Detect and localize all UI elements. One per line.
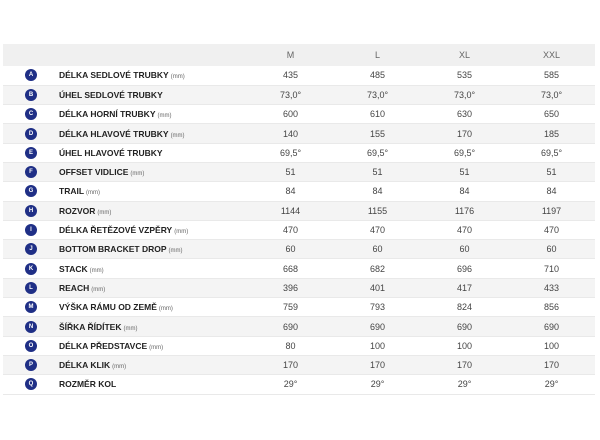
value-cell-xl: 51 [421, 162, 508, 181]
table-row [3, 278, 595, 297]
value-cell-xxl: 470 [508, 220, 595, 239]
row-key-badge: N [25, 321, 37, 333]
value-cell-m: 84 [247, 182, 334, 201]
value-cell-xl: 69,5° [421, 143, 508, 162]
row-key-cell [3, 182, 59, 201]
header-key [3, 44, 59, 66]
row-label: DÉLKA PŘEDSTAVCE [59, 340, 148, 351]
row-unit: (mm) [168, 248, 183, 255]
row-key-badge: D [25, 128, 37, 140]
row-label: DÉLKA HORNÍ TRUBKY [59, 109, 156, 120]
row-label: DÉLKA HLAVOVÉ TRUBKY [59, 128, 169, 139]
row-label: ROZMĚR KOL [59, 379, 117, 390]
row-unit: (mm) [170, 132, 185, 139]
value-cell-l: 485 [334, 66, 421, 85]
row-label-cell [59, 162, 247, 181]
row-unit: (mm) [123, 325, 138, 332]
table-row [3, 355, 595, 374]
row-key-badge: F [25, 166, 37, 178]
value-cell-xl: 1176 [421, 201, 508, 220]
value-cell-l: 170 [334, 355, 421, 374]
value-cell-m: 668 [247, 259, 334, 278]
row-key-cell [3, 355, 59, 374]
value-cell-l: 610 [334, 105, 421, 124]
row-key-cell [3, 162, 59, 181]
row-unit: (mm) [130, 171, 145, 178]
value-cell-xl: 84 [421, 182, 508, 201]
row-key-cell [3, 85, 59, 104]
header-label [59, 44, 247, 66]
value-cell-m: 73,0° [247, 85, 334, 104]
value-cell-m: 470 [247, 220, 334, 239]
geometry-table-container [3, 44, 595, 395]
value-cell-xl: 696 [421, 259, 508, 278]
row-key-badge: K [25, 263, 37, 275]
row-key-cell [3, 105, 59, 124]
row-label: ÚHEL SEDLOVÉ TRUBKY [59, 89, 163, 100]
row-key-cell [3, 375, 59, 394]
table-header-row [3, 44, 595, 66]
row-key-badge: P [25, 359, 37, 371]
row-key-cell [3, 336, 59, 355]
row-label: DÉLKA SEDLOVÉ TRUBKY [59, 70, 169, 81]
table-row [3, 85, 595, 104]
row-unit: (mm) [89, 267, 104, 274]
value-cell-xxl: 585 [508, 66, 595, 85]
row-label-cell [59, 182, 247, 201]
value-cell-xl: 100 [421, 336, 508, 355]
value-cell-xl: 73,0° [421, 85, 508, 104]
row-label-cell [59, 336, 247, 355]
value-cell-xxl: 69,5° [508, 143, 595, 162]
row-unit: (mm) [97, 209, 112, 216]
row-label-cell [59, 201, 247, 220]
value-cell-l: 51 [334, 162, 421, 181]
value-cell-m: 1144 [247, 201, 334, 220]
value-cell-xl: 417 [421, 278, 508, 297]
table-row [3, 66, 595, 85]
row-key-cell [3, 201, 59, 220]
table-row [3, 182, 595, 201]
value-cell-xxl: 100 [508, 336, 595, 355]
table-row [3, 220, 595, 239]
value-cell-l: 401 [334, 278, 421, 297]
value-cell-l: 84 [334, 182, 421, 201]
table-row [3, 124, 595, 143]
row-label: DÉLKA KLIK [59, 360, 111, 371]
row-key-badge: H [25, 205, 37, 217]
table-row [3, 162, 595, 181]
row-label-cell [59, 143, 247, 162]
row-unit: (mm) [157, 113, 172, 120]
row-label: OFFSET VIDLICE [59, 167, 129, 178]
row-unit: (mm) [86, 190, 101, 197]
value-cell-m: 759 [247, 298, 334, 317]
value-cell-m: 29° [247, 375, 334, 394]
table-row [3, 240, 595, 259]
table-row [3, 317, 595, 336]
row-key-cell [3, 220, 59, 239]
row-label-cell [59, 317, 247, 336]
row-key-badge: G [25, 185, 37, 197]
row-label: ROZVOR [59, 205, 96, 216]
value-cell-l: 690 [334, 317, 421, 336]
value-cell-m: 80 [247, 336, 334, 355]
row-unit: (mm) [91, 286, 106, 293]
row-label-cell [59, 105, 247, 124]
value-cell-xxl: 60 [508, 240, 595, 259]
row-unit: (mm) [149, 344, 164, 351]
value-cell-xxl: 73,0° [508, 85, 595, 104]
row-key-cell [3, 66, 59, 85]
row-label: VÝŠKA RÁMU OD ZEMĚ [59, 302, 157, 313]
row-key-cell [3, 278, 59, 297]
value-cell-xxl: 710 [508, 259, 595, 278]
row-key-cell [3, 240, 59, 259]
header-size-l: L [374, 50, 380, 60]
value-cell-l: 155 [334, 124, 421, 143]
value-cell-xl: 29° [421, 375, 508, 394]
row-key-badge: O [25, 340, 37, 352]
value-cell-xxl: 856 [508, 298, 595, 317]
value-cell-m: 600 [247, 105, 334, 124]
geometry-table [3, 44, 595, 395]
value-cell-m: 435 [247, 66, 334, 85]
value-cell-m: 140 [247, 124, 334, 143]
row-label-cell [59, 298, 247, 317]
value-cell-l: 470 [334, 220, 421, 239]
row-label: DÉLKA ŘETĚZOVÉ VZPĚRY [59, 225, 173, 236]
value-cell-xl: 824 [421, 298, 508, 317]
row-key-cell [3, 143, 59, 162]
value-cell-l: 100 [334, 336, 421, 355]
row-unit: (mm) [112, 364, 127, 371]
header-size-xxl: XXL [542, 50, 560, 60]
value-cell-l: 793 [334, 298, 421, 317]
value-cell-xxl: 690 [508, 317, 595, 336]
value-cell-xxl: 650 [508, 105, 595, 124]
value-cell-xl: 170 [421, 124, 508, 143]
value-cell-xxl: 170 [508, 355, 595, 374]
value-cell-m: 69,5° [247, 143, 334, 162]
value-cell-xxl: 433 [508, 278, 595, 297]
row-key-cell [3, 259, 59, 278]
value-cell-xxl: 185 [508, 124, 595, 143]
row-label-cell [59, 259, 247, 278]
row-label-cell [59, 66, 247, 85]
row-label-cell [59, 85, 247, 104]
row-key-cell [3, 317, 59, 336]
value-cell-m: 60 [247, 240, 334, 259]
value-cell-l: 29° [334, 375, 421, 394]
row-label-cell [59, 375, 247, 394]
table-row [3, 375, 595, 394]
value-cell-m: 51 [247, 162, 334, 181]
row-key-badge: E [25, 147, 37, 159]
row-key-badge: I [25, 224, 37, 236]
table-row [3, 298, 595, 317]
value-cell-xl: 535 [421, 66, 508, 85]
row-unit: (mm) [170, 74, 185, 81]
row-unit: (mm) [174, 229, 189, 236]
value-cell-m: 690 [247, 317, 334, 336]
row-label-cell [59, 355, 247, 374]
value-cell-xl: 170 [421, 355, 508, 374]
value-cell-xxl: 84 [508, 182, 595, 201]
row-label-cell [59, 124, 247, 143]
value-cell-l: 73,0° [334, 85, 421, 104]
table-row [3, 259, 595, 278]
value-cell-xl: 630 [421, 105, 508, 124]
value-cell-m: 170 [247, 355, 334, 374]
row-label: BOTTOM BRACKET DROP [59, 244, 167, 255]
value-cell-xl: 60 [421, 240, 508, 259]
row-label: STACK [59, 263, 88, 274]
value-cell-l: 1155 [334, 201, 421, 220]
row-key-badge: M [25, 301, 37, 313]
row-unit: (mm) [158, 306, 173, 313]
row-label-cell [59, 278, 247, 297]
row-label: ŠÍŘKA ŘÍDÍTEK [59, 321, 122, 332]
header-size-xl: XL [458, 50, 470, 60]
row-label: ÚHEL HLAVOVÉ TRUBKY [59, 147, 163, 158]
value-cell-l: 682 [334, 259, 421, 278]
header-size-m: M [286, 50, 295, 60]
value-cell-xxl: 1197 [508, 201, 595, 220]
table-row [3, 143, 595, 162]
table-row [3, 105, 595, 124]
value-cell-xxl: 51 [508, 162, 595, 181]
row-key-badge: Q [25, 378, 37, 390]
value-cell-xl: 470 [421, 220, 508, 239]
row-key-badge: J [25, 243, 37, 255]
row-label-cell [59, 240, 247, 259]
row-key-badge: A [25, 69, 37, 81]
table-row [3, 201, 595, 220]
row-key-cell [3, 298, 59, 317]
value-cell-xxl: 29° [508, 375, 595, 394]
row-key-cell [3, 124, 59, 143]
table-row [3, 336, 595, 355]
value-cell-xl: 690 [421, 317, 508, 336]
value-cell-m: 396 [247, 278, 334, 297]
row-label: TRAIL [59, 186, 85, 197]
value-cell-l: 69,5° [334, 143, 421, 162]
row-key-badge: L [25, 282, 37, 294]
row-label: REACH [59, 282, 90, 293]
row-key-badge: B [25, 89, 37, 101]
value-cell-l: 60 [334, 240, 421, 259]
row-label-cell [59, 220, 247, 239]
row-key-badge: C [25, 108, 37, 120]
